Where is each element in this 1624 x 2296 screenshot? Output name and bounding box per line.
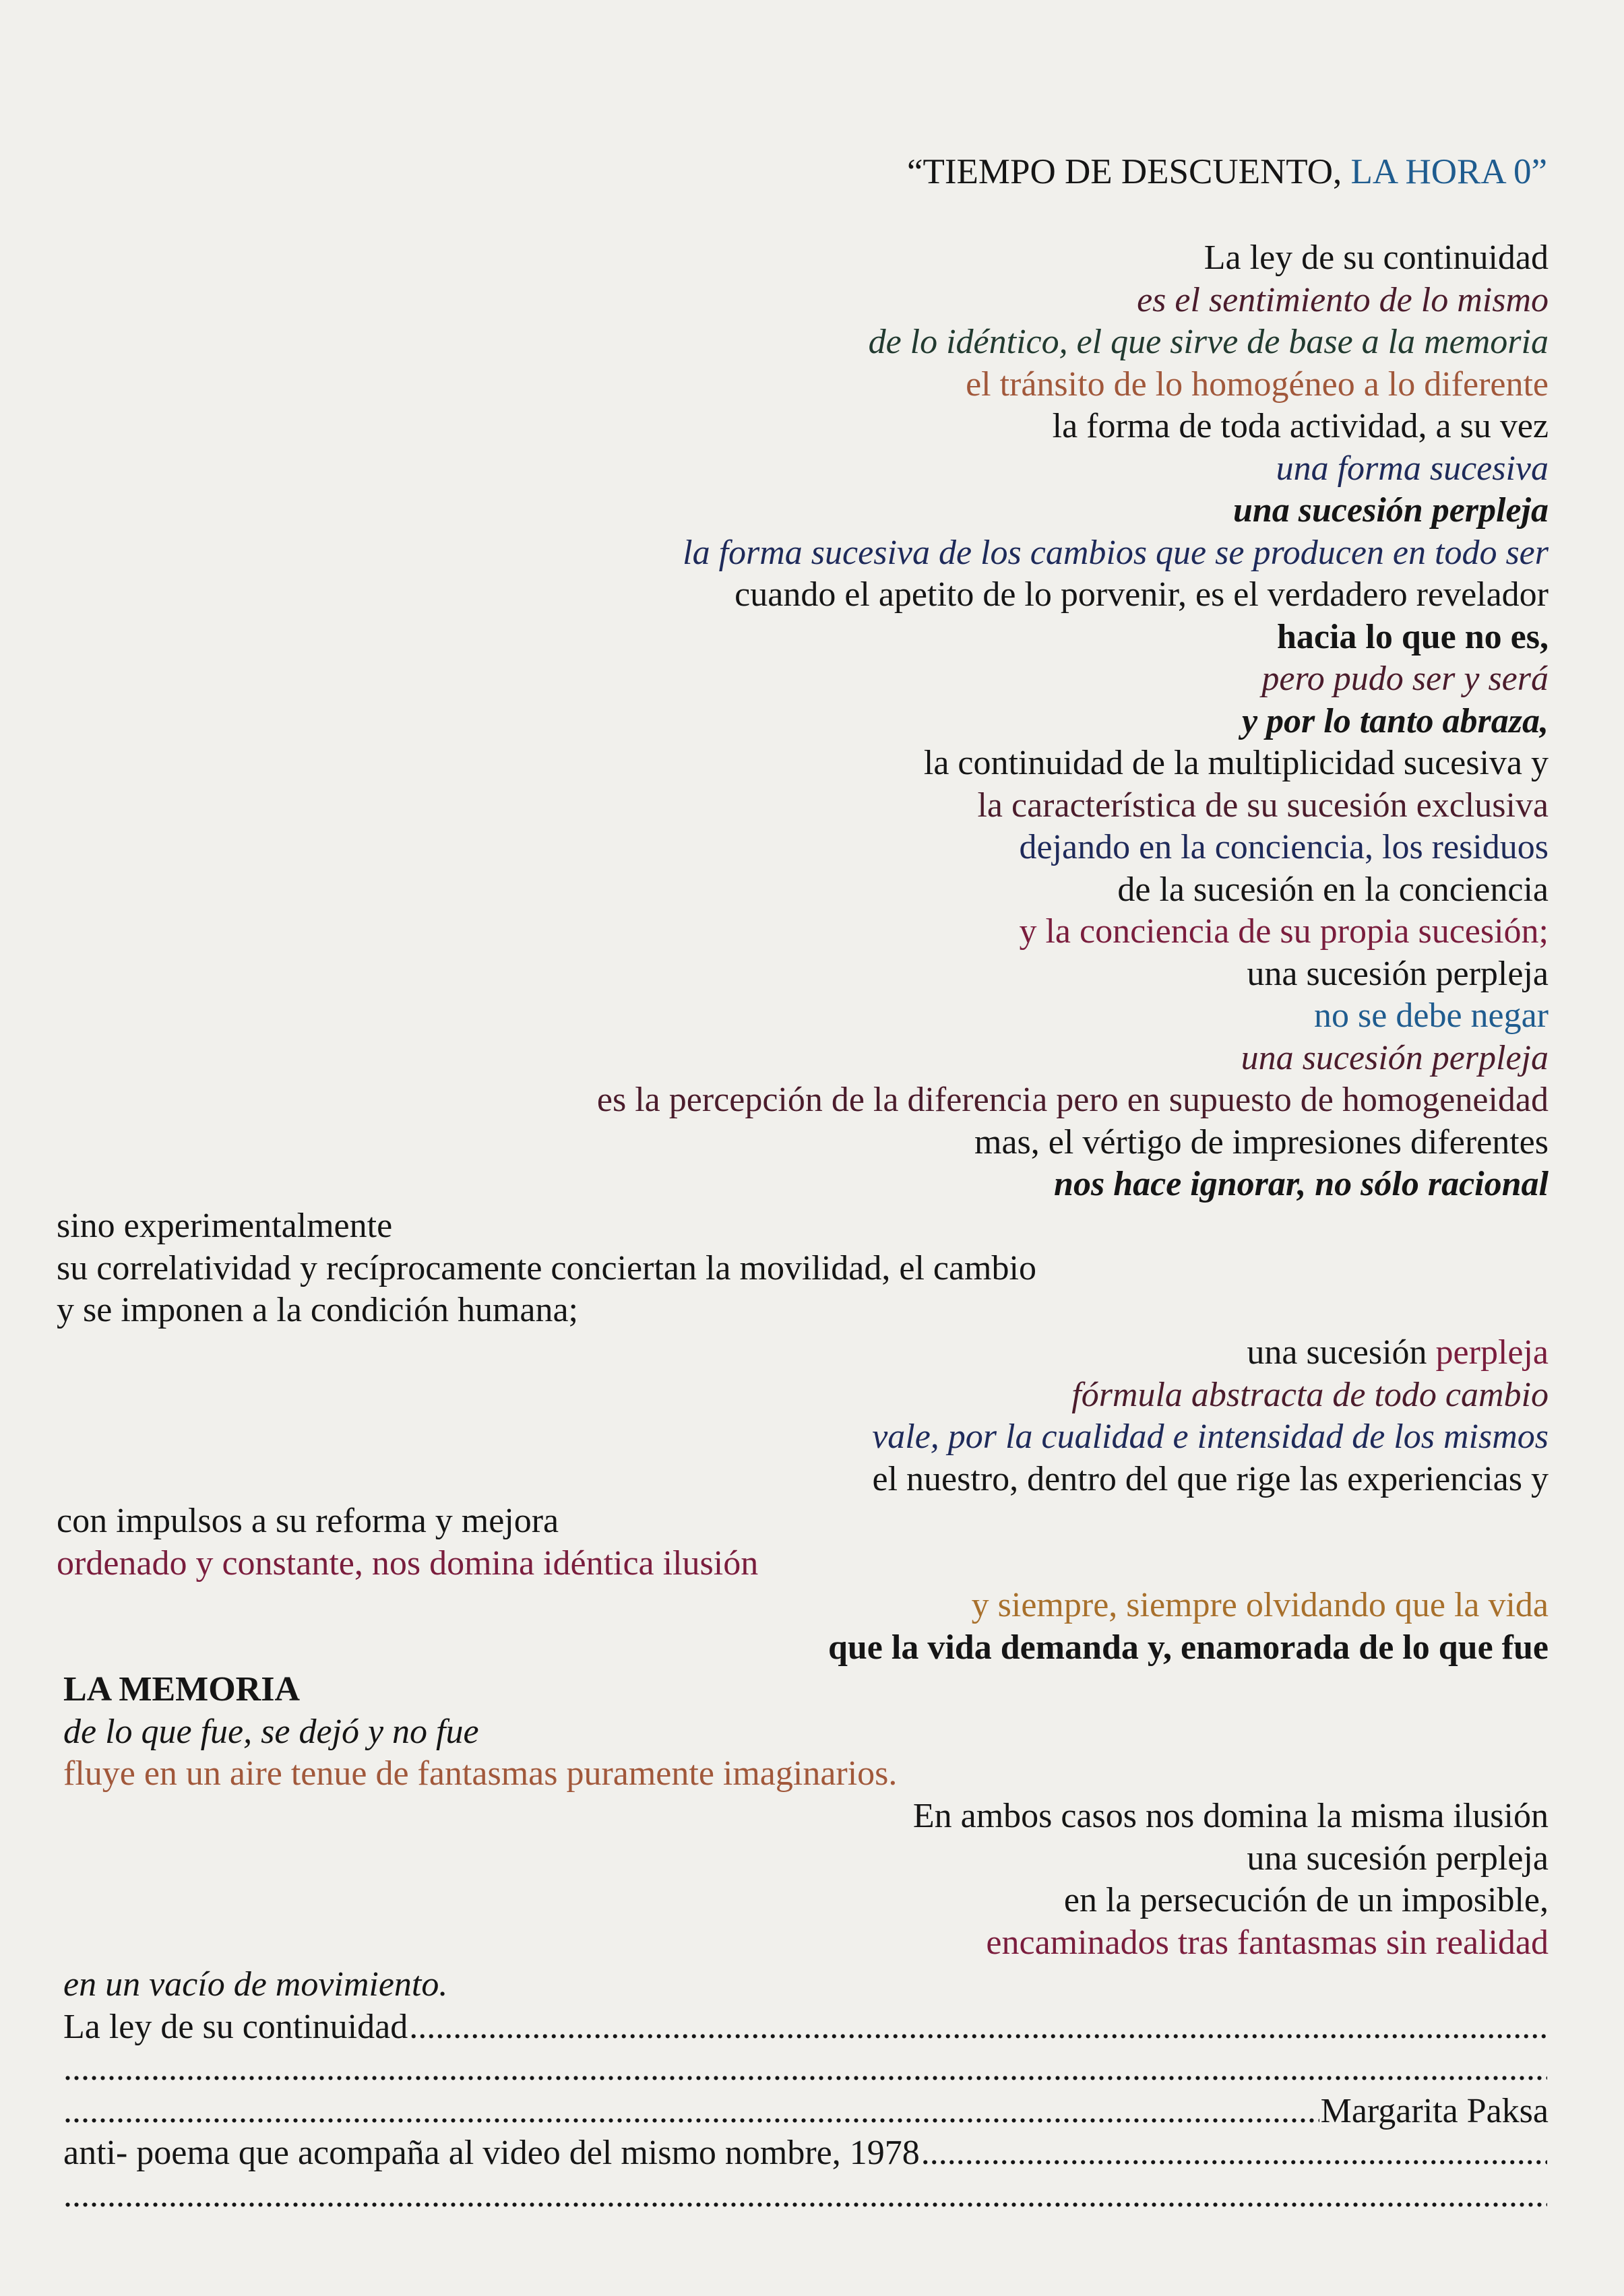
stanza-closing — [63, 1964, 1549, 2217]
poem-heading-memoria: LA MEMORIA — [63, 1670, 300, 1709]
poem-line: una sucesión perpleja — [1247, 954, 1549, 993]
title-main: “TIEMPO DE DESCUENTO, — [906, 152, 1351, 191]
poem-line: de la sucesión en la conciencia — [1117, 870, 1549, 909]
poem-line: es la percepción de la diferencia pero en supuesto de homogeneidad — [596, 1081, 1549, 1119]
dotted-line — [63, 2175, 1549, 2217]
poem-line: fórmula abstracta de todo cambio — [1071, 1375, 1549, 1414]
poem-line: y se imponen a la condición humana; — [57, 1291, 579, 1329]
poem-line: cuando el apetito de lo porvenir, es el verdadero revelador — [735, 575, 1549, 614]
poem-line: de lo que fue, se dejó y no fue — [63, 1712, 479, 1751]
poem-line: una sucesión perpleja — [1232, 491, 1549, 530]
poem-line: En ambos casos nos domina la misma ilusión — [912, 1797, 1549, 1835]
poem-line: no se debe negar — [1314, 996, 1549, 1035]
poem-line: en la persecución de un imposible, — [1063, 1881, 1549, 1919]
poem-line: hacia lo que no es, — [1276, 617, 1549, 656]
dot-leader — [63, 2175, 1547, 2217]
poem-line: ordenado y constante, nos domina idéntica ilusión — [57, 1543, 759, 1583]
dot-leader — [63, 2048, 1547, 2091]
stanza-right-4 — [0, 1795, 1549, 1964]
poem-line: encaminados tras fantasmas sin realidad — [986, 1923, 1549, 1962]
poem-line: pero pudo ser y será — [1261, 660, 1549, 698]
poem-line: es el sentimiento de lo mismo — [1137, 280, 1549, 319]
poem-line: fluye en un aire tenue de fantasmas puramente imaginarios. — [63, 1754, 898, 1793]
dot-leader — [921, 2132, 1547, 2175]
poem-line: nos hace ignorar, no sólo racional — [1054, 1165, 1549, 1203]
stanza-right-1 — [0, 237, 1549, 1206]
dot-leader — [409, 2006, 1547, 2049]
dotted-line — [63, 2091, 1549, 2133]
poem-line: su correlatividad y recíprocamente conciertan la movilidad, el cambio — [57, 1248, 1036, 1287]
stanza-right-3 — [0, 1585, 1549, 1669]
poem-line: la forma de toda actividad, a su vez — [1052, 407, 1549, 445]
poem-line: una forma sucesiva — [1276, 449, 1549, 488]
poem-line: con impulsos a su reforma y mejora — [57, 1502, 559, 1540]
poem-caption: anti- poema que acompaña al video del mismo nombre, 1978 — [63, 2134, 920, 2172]
poem-line: La ley de su continuidad — [1204, 238, 1549, 277]
poem-line: de lo idéntico, el que sirve de base a la memoria — [868, 323, 1549, 361]
stanza-left-1 — [57, 1205, 1549, 1332]
stanza-memoria — [63, 1669, 1549, 1795]
poem-line: la característica de su sucesión exclusiva — [977, 786, 1549, 825]
poem-line: dejando en la conciencia, los residuos — [1019, 828, 1549, 866]
dotted-line — [63, 2006, 1549, 2049]
poem-line: y siempre, siempre olvidando que la vida — [971, 1586, 1549, 1624]
poem-line-part: una sucesión — [1247, 1333, 1436, 1372]
author-name: Margarita Paksa — [1320, 2091, 1549, 2130]
dotted-line — [63, 2048, 1549, 2091]
poem-line: y por lo tanto abraza, — [1241, 701, 1549, 740]
poem-title — [0, 150, 1547, 194]
dotted-line — [63, 2132, 1549, 2175]
poem-line — [0, 1332, 1549, 1374]
poem-line: vale, por la cualidad e intensidad de los mismos — [872, 1417, 1549, 1456]
poem-line: sino experimentalmente — [57, 1207, 393, 1245]
poem-line: que la vida demanda y, enamorada de lo que fue — [827, 1628, 1549, 1667]
poem-line: la continuidad de la multiplicidad sucesiva y — [923, 744, 1549, 782]
poem-line: en un vacío de movimiento. — [63, 1965, 448, 2004]
poem-line: mas, el vértigo de impresiones diferentes — [974, 1122, 1549, 1161]
stanza-left-2 — [57, 1500, 1549, 1585]
poem-line: el nuestro, dentro del que rige las experiencias y — [872, 1459, 1549, 1498]
title-highlight: LA HORA 0” — [1350, 152, 1547, 191]
poem-line: una sucesión perpleja — [1241, 1038, 1549, 1077]
poem-line-highlight: perpleja — [1435, 1333, 1549, 1372]
poem-line: y la conciencia de su propia sucesión; — [1019, 912, 1549, 951]
poem-line: La ley de su continuidad — [63, 2007, 408, 2046]
dot-leader — [63, 2091, 1319, 2133]
poem-line: la forma sucesiva de los cambios que se producen en todo ser — [683, 533, 1549, 572]
poem-line: una sucesión perpleja — [1247, 1839, 1549, 1878]
poem-line: el tránsito de lo homogéneo a lo diferente — [966, 364, 1549, 404]
stanza-right-2 — [0, 1332, 1549, 1500]
